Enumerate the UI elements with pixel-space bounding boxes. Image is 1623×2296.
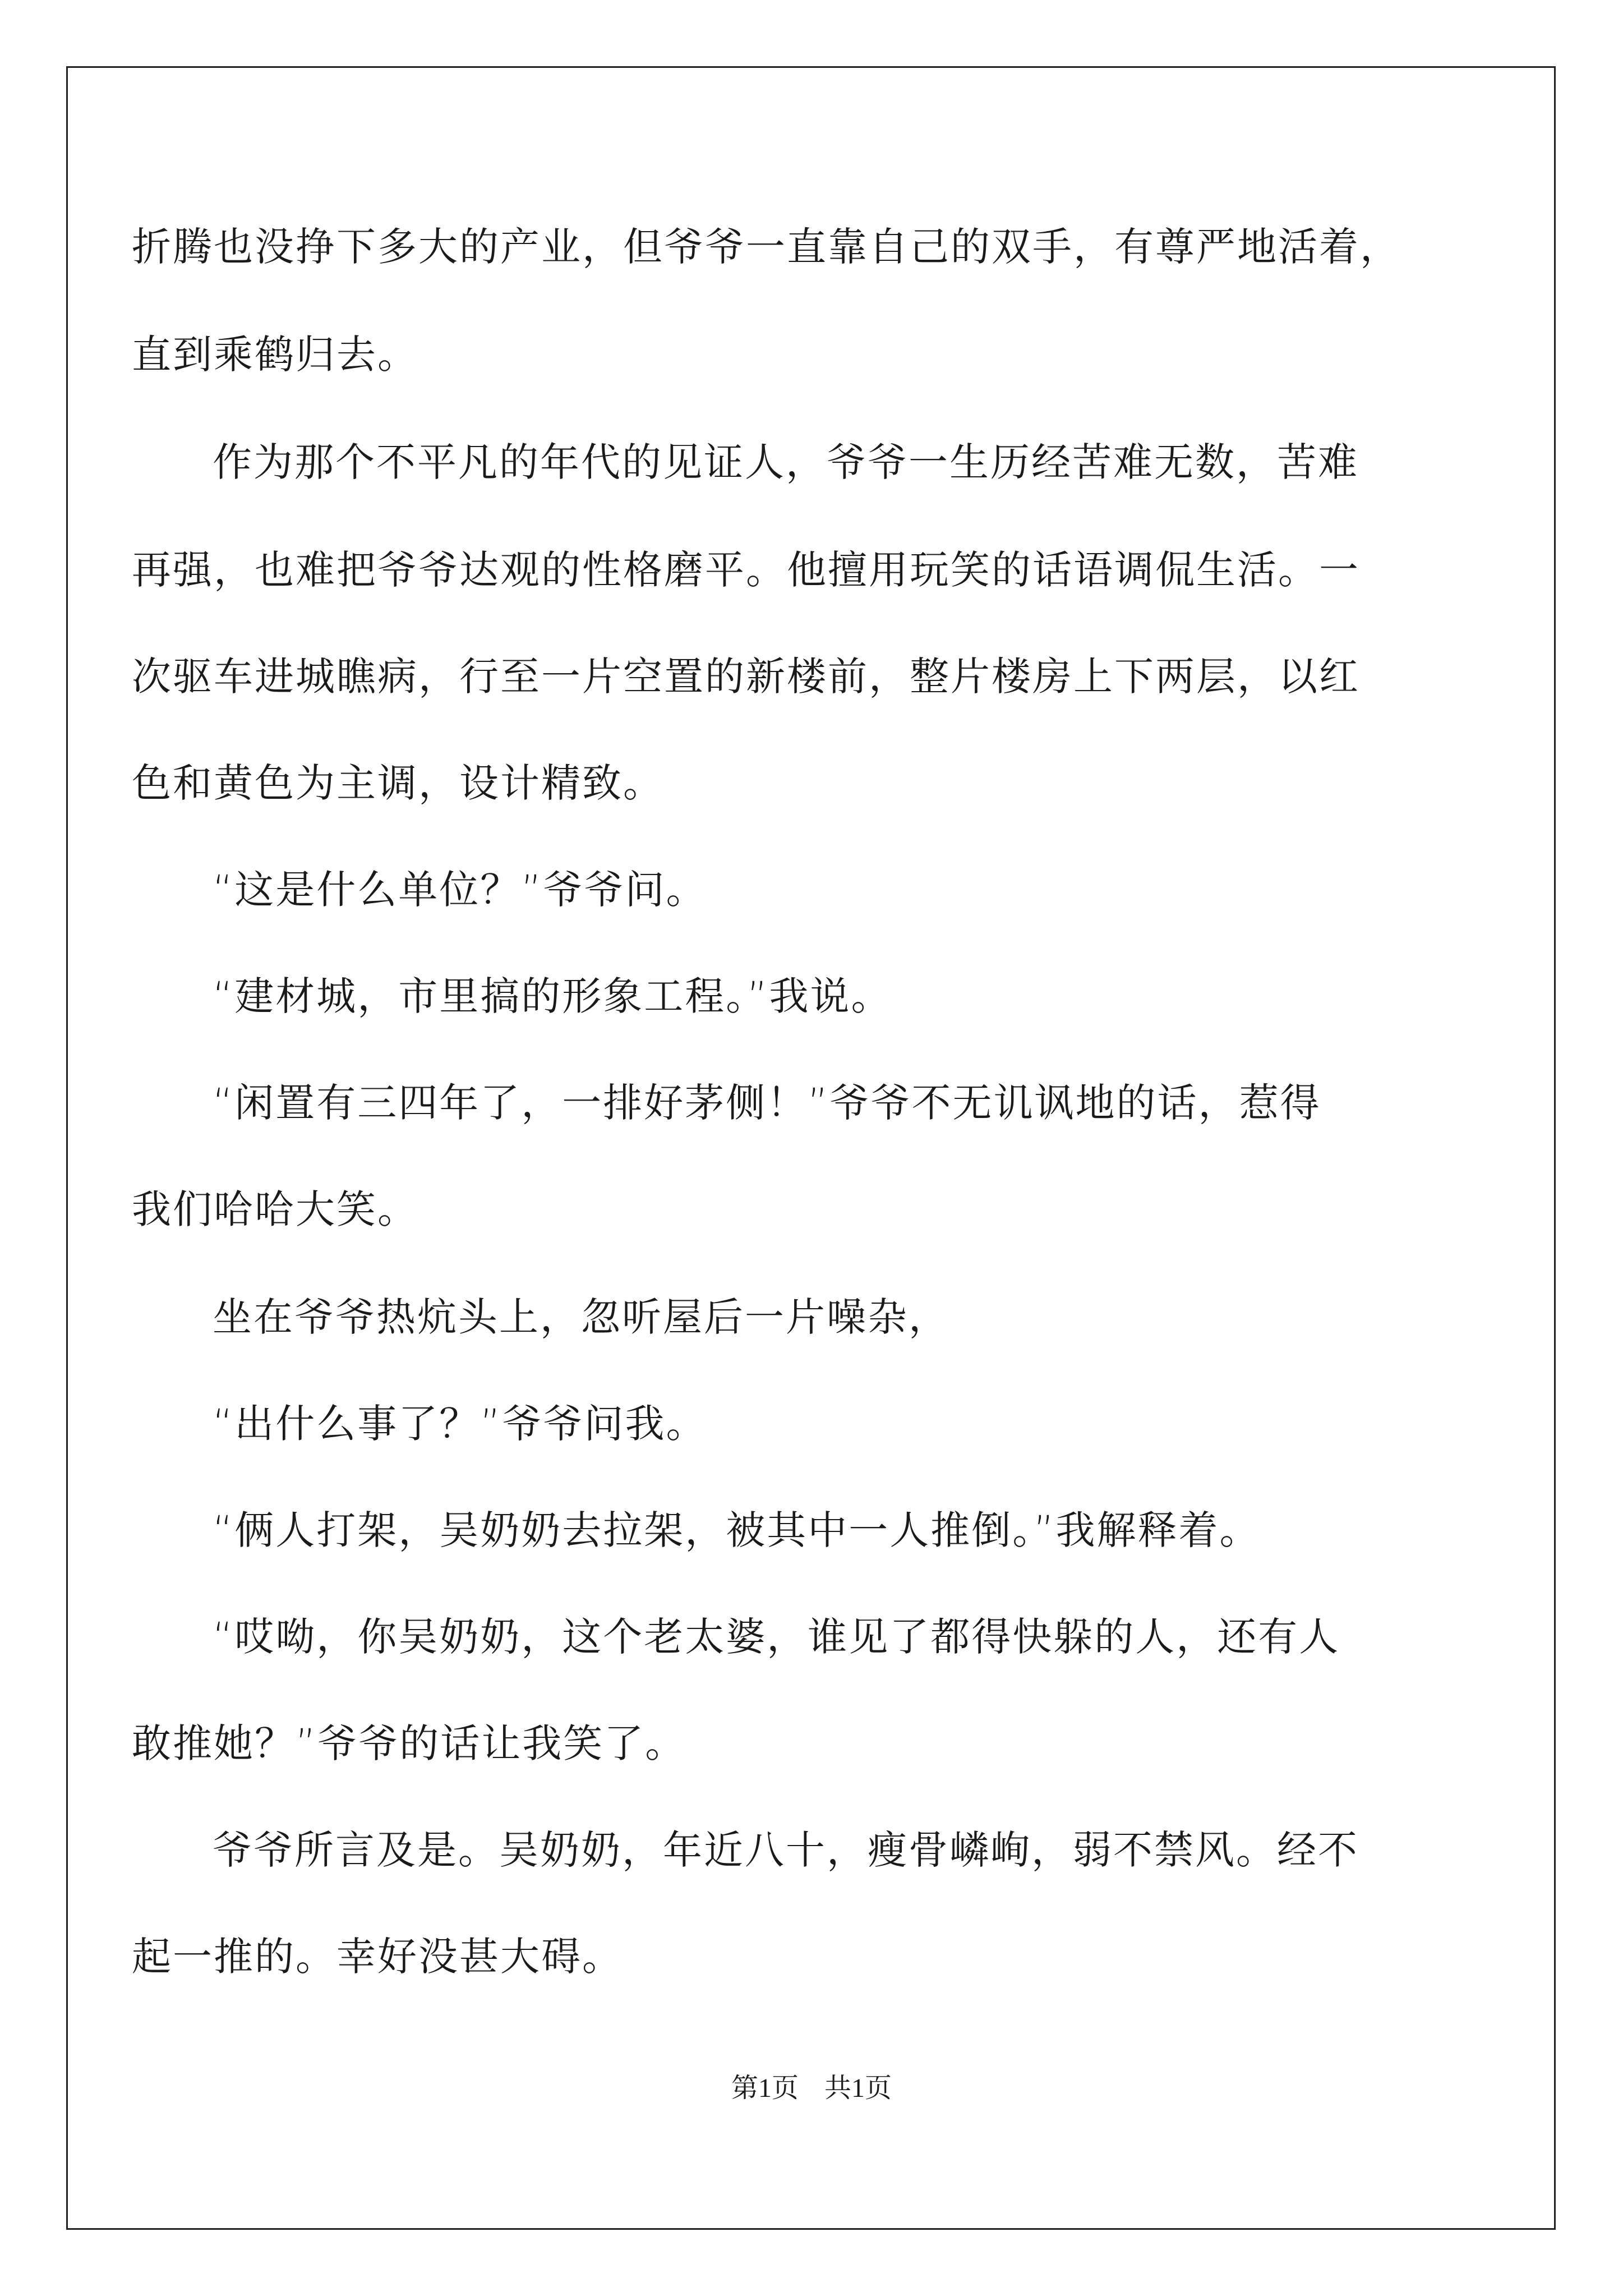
page-total: 共1页 bbox=[824, 2073, 892, 2103]
text-line: 直到乘鹤归去。 bbox=[132, 332, 418, 378]
text-line: 爷爷所言及是。吴奶奶，年近八十，瘦骨嶙峋，弱不禁风。经不 bbox=[213, 1827, 1359, 1873]
text-line: 再强，也难把爷爷达观的性格磨平。他擅用玩笑的话语调侃生活。一 bbox=[132, 547, 1360, 593]
page-footer bbox=[0, 2072, 1623, 2105]
text-line: 次驱车进城瞧病，行至一片空置的新楼前，整片楼房上下两层，以红 bbox=[132, 654, 1360, 700]
page-number: 第1页 bbox=[731, 2073, 799, 2103]
text-line: 折腾也没挣下多大的产业，但爷爷一直靠自己的双手，有尊严地活着， bbox=[132, 224, 1401, 270]
text-line: “俩人打架，吴奶奶去拉架，被其中一人推倒。”我解释着。 bbox=[213, 1507, 1261, 1553]
text-line: 作为那个不平凡的年代的见证人，爷爷一生历经苦难无数，苦难 bbox=[213, 439, 1359, 485]
text-line: “哎呦，你吴奶奶，这个老太婆，谁见了都得快躲的人，还有人 bbox=[213, 1614, 1340, 1660]
text-line: 坐在爷爷热炕头上，忽听屋后一片噪杂， bbox=[213, 1294, 949, 1340]
text-line: “这是什么单位？”爷爷问。 bbox=[213, 867, 707, 913]
text-line: 起一推的。幸好没甚大碍。 bbox=[132, 1934, 623, 1980]
text-line: 敢推她？”爷爷的话让我笑了。 bbox=[132, 1720, 686, 1766]
text-line: “闲置有三四年了，一排好茅侧！”爷爷不无讥讽地的话，惹得 bbox=[213, 1080, 1321, 1126]
text-line: “建材城，市里搞的形象工程。”我说。 bbox=[213, 973, 892, 1019]
text-line: 色和黄色为主调，设计精致。 bbox=[132, 760, 664, 806]
text-line: 我们哈哈大笑。 bbox=[132, 1186, 418, 1232]
page-frame bbox=[66, 66, 1556, 2230]
text-line: “出什么事了？”爷爷问我。 bbox=[213, 1401, 707, 1447]
